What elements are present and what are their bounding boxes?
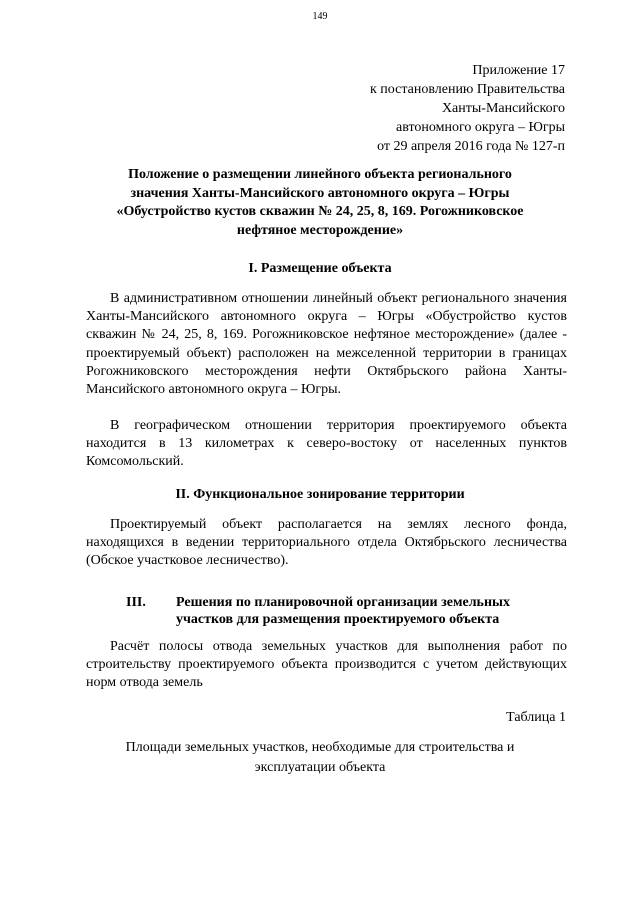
document-title — [80, 166, 560, 240]
title-line: «Обустройство кустов скважин № 24, 25, 8, 169. Рогожниковское — [116, 204, 524, 219]
section-2-heading: II. Функциональное зонирование территории — [175, 487, 465, 502]
title-line: нефтяное месторождение» — [236, 222, 404, 238]
appendix-line: Ханты-Мансийского — [441, 101, 565, 116]
section-3-title-line: Решения по планировочной организации земельных — [176, 595, 510, 610]
section-3-number: III. — [126, 595, 146, 610]
section-3-paragraph-1: Расчёт полосы отвода земельных участков для выполнения работ по строительству проектируемого объекта производится с учетом действующих норм отвода земель — [86, 639, 567, 691]
title-line: значения Ханты-Мансийского автономного округа – Югры — [130, 185, 510, 201]
section-2-paragraph-1: Проектируемый объект располагается на землях лесного фонда, находящихся в ведении территориального отдела Октябрьского лесничества (Обское участковое лесничество). — [86, 517, 567, 569]
page-number: 149 — [312, 11, 328, 22]
appendix-line: от 29 апреля 2016 года № 127-п — [377, 139, 565, 154]
table-caption — [80, 738, 560, 778]
section-3-title — [176, 594, 566, 628]
title-line: Положение о размещении линейного объекта регионального — [128, 167, 512, 182]
appendix-line: Приложение 17 — [472, 63, 565, 78]
appendix-line: к постановлению Правительства — [369, 82, 565, 97]
table-label: Таблица 1 — [506, 710, 566, 725]
table-caption-line: эксплуатации объекта — [254, 760, 386, 775]
table-caption-line: Площади земельных участков, необходимые для строительства и — [125, 740, 515, 755]
appendix-line: автономного округа – Югры — [396, 120, 565, 135]
section-3-title-line: участков для размещения проектируемого объекта — [176, 612, 500, 627]
section-1-paragraph-1: В административном отношении линейный объект регионального значения Ханты-Мансийского автономного округа – Югры «Обустройство кустов скважин № 24, 25, 8, 169. Рогожниковское нефтяное месторождение» (далее - проектируемый объект) расположен на межселенной территории в границах Рогожниковского месторождения нефти Октябрьского района Ханты-Мансийского автономного округа – Югры. — [86, 291, 567, 398]
appendix-reference — [370, 61, 565, 156]
section-1-heading: I. Размещение объекта — [248, 261, 392, 276]
section-1-paragraph-2: В географическом отношении территория проектируемого объекта находится в 13 километрах к северо-востоку от населенных пунктов Комсомольский. — [86, 418, 567, 470]
